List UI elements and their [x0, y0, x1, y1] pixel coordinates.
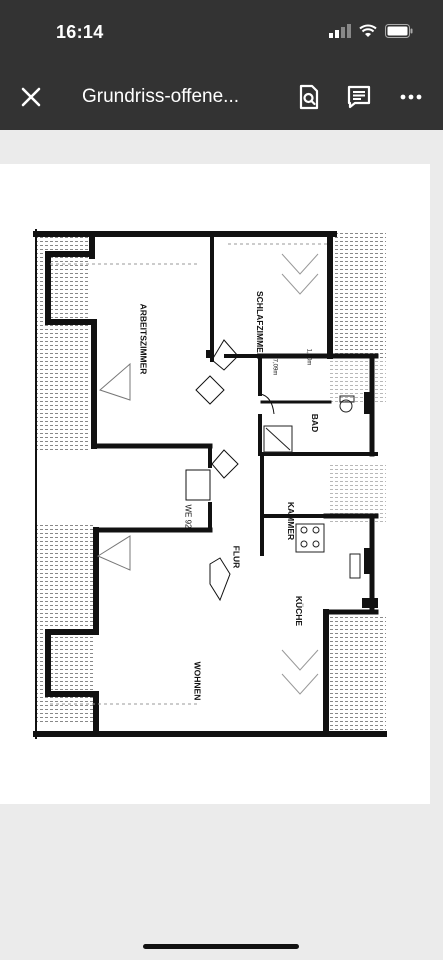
- signal-icon: [329, 24, 351, 38]
- status-icons: [329, 24, 413, 38]
- room-bad: BAD: [310, 413, 321, 433]
- room-wohnen: WOHNEN: [192, 661, 203, 701]
- wifi-icon: [359, 24, 377, 38]
- app-toolbar: [0, 64, 443, 130]
- unit-label: WE 92: [183, 504, 193, 529]
- room-schlafzimmer: SCHLAFZIMMER: [255, 291, 265, 359]
- close-icon[interactable]: [18, 84, 44, 110]
- search-in-document-icon[interactable]: [296, 84, 322, 110]
- document-title: Grundriss-offene...: [82, 86, 240, 107]
- comment-icon[interactable]: [346, 84, 372, 110]
- home-indicator[interactable]: [143, 944, 299, 949]
- room-kammer: KAMMER: [286, 501, 297, 541]
- document-viewer[interactable]: [0, 130, 443, 960]
- room-flur: FLUR: [231, 545, 242, 569]
- floor-plan-drawing: [0, 164, 430, 804]
- status-bar: [0, 0, 443, 64]
- battery-icon: [385, 24, 413, 38]
- dimension-right: 1,00m: [305, 348, 312, 366]
- room-arbeitszimmer: ARBEITSZIMMER: [138, 303, 149, 375]
- more-icon[interactable]: [399, 84, 425, 110]
- document-page: [0, 164, 430, 804]
- room-kueche: KÜCHE: [294, 595, 305, 627]
- dimension-schlaf: 7,09m: [271, 358, 278, 376]
- status-time: 16:14: [56, 22, 104, 42]
